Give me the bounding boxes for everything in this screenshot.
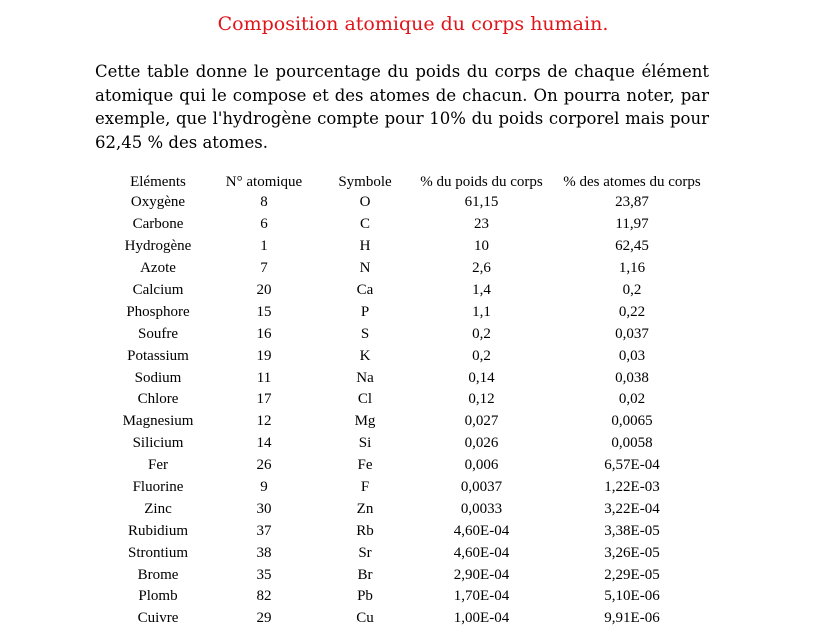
cell-symbol: Ca	[356, 282, 374, 298]
cell-atomic-number: 35	[256, 566, 272, 583]
cell-symbol: Cu	[356, 610, 374, 627]
cell-element: Fer	[148, 457, 168, 474]
table-row	[108, 498, 711, 520]
cell-weight-percent: 0,14	[468, 369, 495, 386]
cell-symbol: Mg	[354, 413, 376, 430]
cell-atomic-number: 1	[260, 238, 268, 255]
table-row	[108, 367, 711, 389]
cell-atomic-number: 6	[260, 216, 268, 233]
cell-element: Rubidium	[127, 522, 188, 539]
cell-weight-percent: 1,70E-04	[453, 588, 510, 605]
table-row	[108, 411, 711, 433]
cell-weight-percent: 0,026	[464, 435, 499, 452]
cell-element: Potassium	[127, 347, 189, 364]
cell-atoms-percent: 3,26E-05	[604, 544, 660, 561]
table-row	[108, 258, 711, 280]
table-row	[108, 323, 711, 345]
column-header-atomic-number: N° atomique	[225, 173, 303, 190]
cell-atomic-number: 37	[256, 522, 272, 539]
cell-atomic-number: 29	[256, 610, 272, 627]
cell-atoms-percent: 3,22E-04	[604, 500, 660, 517]
table-row	[108, 608, 711, 630]
table-row	[108, 520, 711, 542]
cell-symbol: Zn	[356, 500, 374, 517]
cell-symbol: Fe	[357, 457, 373, 474]
cell-atoms-percent: 0,0065	[611, 413, 653, 430]
cell-element: Chlore	[137, 391, 179, 408]
cell-element: Magnesium	[122, 413, 194, 430]
cell-atoms-percent: 2,29E-05	[604, 566, 660, 583]
cell-atomic-number: 17	[256, 391, 272, 408]
column-header-symbol: Symbole	[338, 173, 392, 190]
cell-atoms-percent: 11,97	[615, 216, 649, 233]
cell-atomic-number: 12	[256, 413, 272, 430]
cell-element: Zinc	[144, 500, 172, 517]
cell-atomic-number: 11	[256, 369, 272, 386]
cell-element: Oxygène	[130, 194, 186, 211]
cell-element: Hydrogène	[124, 238, 192, 255]
cell-element: Fluorine	[132, 479, 184, 496]
cell-symbol: N	[359, 260, 371, 277]
table-row	[108, 389, 711, 411]
cell-element: Phosphore	[126, 303, 190, 320]
cell-atoms-percent: 1,16	[618, 260, 646, 277]
cell-atomic-number: 30	[256, 500, 272, 517]
cell-symbol: K	[359, 347, 371, 364]
table-row	[108, 214, 711, 236]
cell-symbol: Pb	[357, 588, 373, 605]
table-row	[108, 301, 711, 323]
table-row	[108, 455, 711, 477]
cell-atoms-percent: 0,0058	[611, 435, 653, 452]
cell-atomic-number: 82	[256, 588, 272, 605]
cell-symbol: F	[360, 479, 370, 496]
cell-atoms-percent: 9,91E-06	[604, 610, 660, 627]
cell-symbol: Rb	[356, 522, 374, 539]
column-header-body-weight-percent: % du poids du corps	[420, 173, 543, 190]
cell-weight-percent: 0,0033	[460, 500, 503, 517]
cell-weight-percent: 2,90E-04	[453, 566, 510, 583]
cell-atomic-number: 7	[260, 260, 268, 277]
cell-element: Brome	[137, 566, 179, 583]
cell-weight-percent: 2,6	[472, 260, 491, 277]
cell-atoms-percent: 0,02	[618, 391, 646, 408]
cell-atomic-number: 8	[260, 194, 268, 211]
cell-symbol: Cl	[357, 391, 373, 408]
cell-atomic-number: 20	[256, 282, 272, 298]
cell-symbol: C	[359, 216, 370, 233]
cell-atomic-number: 9	[260, 479, 268, 496]
table-row	[108, 280, 711, 302]
intro-paragraph: Cette table donne le pourcentage du poids du corps de chaque élément atomique qui le compose et des atomes de chacun. On pourra noter, par exemple, que l'hydrogène compte pour 10% du poids corporel mais pour 62,45 % des atomes.	[95, 62, 709, 152]
table-row	[108, 586, 711, 608]
table-row	[108, 564, 711, 586]
cell-atoms-percent: 0,22	[618, 303, 646, 320]
table-row	[108, 477, 711, 499]
cell-atoms-percent: 62,45	[615, 238, 649, 255]
cell-symbol: P	[360, 303, 370, 320]
cell-atoms-percent: 0,038	[615, 369, 649, 386]
cell-weight-percent: 0,2	[472, 325, 491, 342]
cell-element: Plomb	[138, 588, 178, 605]
cell-weight-percent: 61,15	[464, 194, 499, 211]
cell-symbol: Si	[358, 435, 372, 452]
cell-symbol: Sr	[358, 544, 372, 561]
cell-weight-percent: 23	[474, 216, 489, 233]
cell-atoms-percent: 0,03	[618, 347, 646, 364]
composition-table	[108, 172, 711, 630]
cell-symbol: Na	[356, 369, 374, 386]
table-row	[108, 236, 711, 258]
cell-atoms-percent: 23,87	[615, 194, 649, 211]
cell-atomic-number: 14	[256, 435, 272, 452]
column-header-element: Eléments	[130, 173, 186, 190]
cell-weight-percent: 0,2	[472, 347, 491, 364]
cell-weight-percent: 10	[474, 238, 489, 255]
cell-element: Sodium	[134, 369, 182, 386]
table-body	[108, 192, 711, 630]
cell-element: Silicium	[132, 435, 184, 452]
table-row	[108, 433, 711, 455]
cell-atomic-number: 15	[256, 303, 272, 320]
cell-weight-percent: 1,00E-04	[453, 610, 510, 627]
cell-weight-percent: 0,006	[464, 457, 499, 474]
cell-symbol: H	[359, 238, 371, 255]
cell-weight-percent: 1,4	[472, 282, 491, 298]
cell-atomic-number: 16	[256, 325, 272, 342]
cell-element: Calcium	[132, 282, 184, 298]
cell-weight-percent: 4,60E-04	[453, 544, 510, 561]
cell-element: Soufre	[138, 325, 178, 342]
page-title: Composition atomique du corps humain.	[217, 13, 609, 35]
table-row	[108, 345, 711, 367]
cell-atomic-number: 26	[256, 457, 272, 474]
header-row	[108, 172, 711, 192]
cell-atoms-percent: 5,10E-06	[604, 588, 660, 605]
cell-symbol: Br	[357, 566, 373, 583]
cell-element: Carbone	[132, 216, 184, 233]
cell-weight-percent: 1,1	[472, 303, 491, 320]
cell-weight-percent: 0,0037	[460, 479, 503, 496]
cell-atoms-percent: 6,57E-04	[604, 457, 660, 474]
cell-symbol: O	[359, 194, 371, 211]
cell-atoms-percent: 3,38E-05	[604, 522, 660, 539]
cell-weight-percent: 0,027	[464, 413, 499, 430]
cell-atoms-percent: 1,22E-03	[604, 479, 660, 496]
cell-element: Azote	[140, 260, 176, 277]
cell-atomic-number: 38	[256, 544, 272, 561]
cell-element: Cuivre	[137, 610, 179, 627]
cell-atoms-percent: 0,037	[615, 325, 649, 342]
table-row	[108, 192, 711, 214]
cell-symbol: S	[360, 325, 370, 342]
column-header-body-atoms-percent: % des atomes du corps	[563, 173, 701, 190]
cell-element: Strontium	[127, 544, 188, 561]
table-row	[108, 542, 711, 564]
cell-weight-percent: 4,60E-04	[453, 522, 510, 539]
cell-atoms-percent: 0,2	[622, 282, 642, 298]
cell-atomic-number: 19	[256, 347, 272, 364]
cell-weight-percent: 0,12	[468, 391, 495, 408]
table-header	[108, 172, 711, 192]
